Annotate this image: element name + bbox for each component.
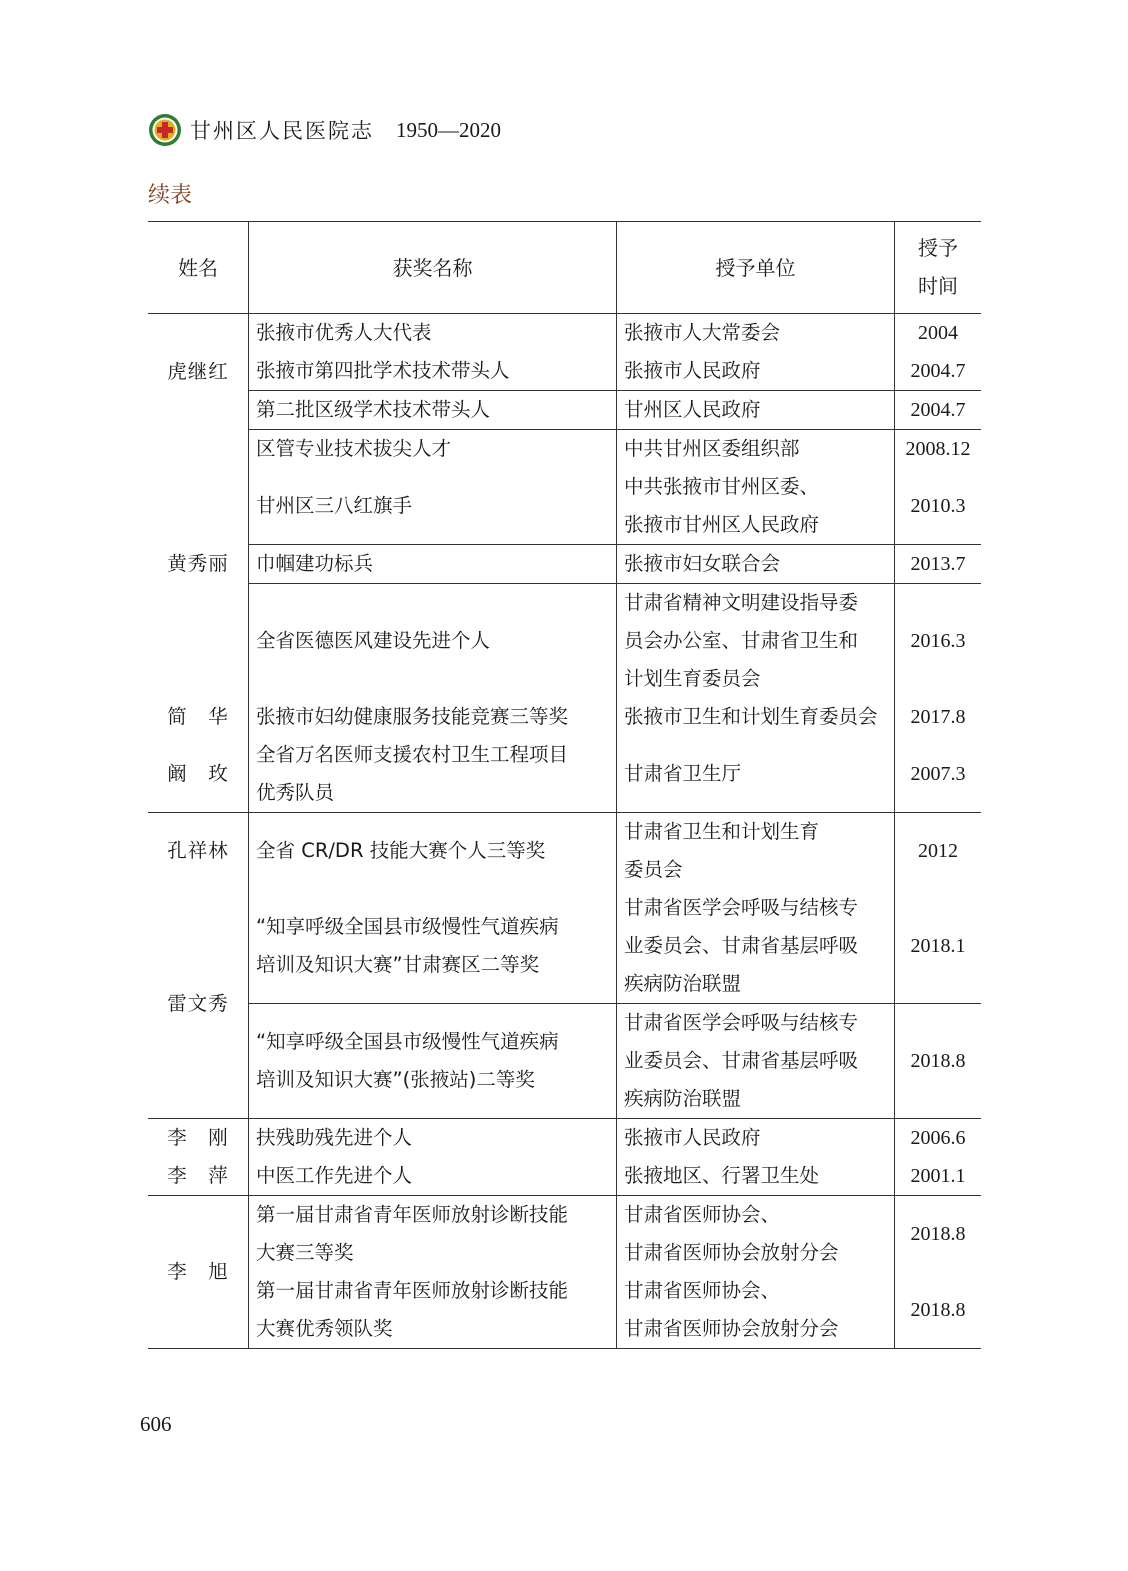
org-line: 甘肃省医师协会放射分会 (624, 1241, 839, 1264)
table-row (148, 468, 981, 545)
table-row (148, 889, 981, 1004)
org-cell (617, 1004, 895, 1119)
continued-label: 续表 (148, 183, 193, 208)
org-line: 委员会 (624, 858, 683, 881)
name-cell: 黄秀丽 (148, 430, 249, 699)
date-cell: 2004.7 (910, 360, 966, 382)
table-row (148, 1196, 981, 1273)
date-cell: 2004.7 (895, 391, 982, 430)
table-row (148, 584, 981, 699)
name-cell: 李 刚 (148, 1119, 249, 1158)
org-cell: 张掖市妇女联合会 (617, 545, 895, 584)
date-cell: 2007.3 (910, 763, 966, 785)
award-cell: 全省 CR/DR 技能大赛个人三等奖 (249, 813, 617, 890)
award-cell (249, 1196, 617, 1273)
org-line: 计划生育委员会 (624, 667, 761, 690)
award-line: 第一届甘肃省青年医师放射诊断技能 (256, 1279, 569, 1302)
table-row (148, 352, 981, 391)
page-header (148, 110, 501, 150)
org-cell: 张掖市人民政府 (617, 1119, 895, 1158)
award-cell: 中医工作先进个人 (249, 1157, 617, 1196)
org-cell: 张掖市卫生和计划生育委员会 (617, 698, 895, 736)
date-cell: 2008.12 (895, 430, 982, 469)
date-cell: 2018.1 (910, 935, 966, 957)
name-cell: 虎继红 (148, 314, 249, 430)
date-cell: 2013.7 (895, 545, 982, 584)
date-cell: 2018.8 (895, 1196, 982, 1273)
org-line: 业委员会、甘肃省基层呼吸 (624, 934, 859, 957)
header-name: 姓名 (148, 222, 249, 314)
award-cell: 甘州区三八红旗手 (249, 468, 617, 545)
award-line: 大赛优秀领队奖 (256, 1317, 393, 1340)
org-line: 中共张掖市甘州区委、 (624, 475, 820, 498)
date-cell: 2012 (895, 813, 982, 890)
org-line: 业委员会、甘肃省基层呼吸 (624, 1049, 859, 1072)
award-cell: 张掖市优秀人大代表 (249, 314, 617, 353)
org-cell (617, 468, 895, 545)
award-line: “知享呼级全国县市级慢性气道疾病 (256, 915, 559, 938)
table-row (148, 736, 981, 813)
award-line: 优秀队员 (256, 781, 335, 804)
org-line: 甘肃省精神文明建设指导委 (624, 591, 859, 614)
award-cell: 扶残助残先进个人 (249, 1119, 617, 1158)
org-cell (617, 1196, 895, 1273)
award-line: “知享呼级全国县市级慢性气道疾病 (256, 1030, 559, 1053)
header-org: 授予单位 (617, 222, 895, 314)
org-cell (617, 584, 895, 699)
name-cell: 李 萍 (148, 1157, 249, 1196)
table-header-row (148, 222, 981, 314)
table-row (148, 430, 981, 469)
org-cell: 甘州区人民政府 (617, 391, 895, 430)
table-row (148, 698, 981, 736)
award-cell: 张掖市妇幼健康服务技能竞赛三等奖 (249, 698, 617, 736)
org-cell: 甘肃省卫生厅 (617, 736, 895, 813)
award-cell (249, 889, 617, 1004)
table-row (148, 391, 981, 430)
org-line: 甘肃省医师协会放射分会 (624, 1317, 839, 1340)
date-cell: 2001.1 (910, 1165, 966, 1187)
award-cell: 巾帼建功标兵 (249, 545, 617, 584)
award-cell (249, 1272, 617, 1349)
name-cell: 李 旭 (148, 1196, 249, 1349)
table-row (148, 314, 981, 353)
award-cell: 区管专业技术拔尖人才 (249, 430, 617, 469)
table-row (148, 545, 981, 584)
org-line: 张掖市甘州区人民政府 (624, 513, 820, 536)
award-line: 培训及知识大赛”(张掖站)二等奖 (256, 1068, 535, 1091)
header-time-line2: 时间 (918, 275, 958, 298)
table-row (148, 1004, 981, 1119)
date-cell: 2017.8 (910, 706, 966, 728)
hospital-logo-icon (148, 113, 182, 147)
org-line: 甘肃省医学会呼吸与结核专 (624, 896, 859, 919)
org-cell: 中共甘州区委组织部 (617, 430, 895, 469)
org-line: 甘肃省医师协会、 (624, 1203, 781, 1226)
date-cell: 2018.8 (895, 1004, 982, 1119)
date-cell: 2016.3 (895, 584, 982, 699)
table-row (148, 1157, 981, 1196)
name-cell: 简 华 (148, 698, 249, 736)
org-cell: 张掖市人民政府 (617, 352, 895, 391)
org-line: 疾病防治联盟 (624, 972, 742, 995)
awards-table (148, 221, 981, 1349)
award-line: 大赛三等奖 (256, 1241, 354, 1264)
header-time (895, 222, 982, 314)
book-title: 甘州区人民医院志 (190, 119, 374, 143)
award-cell: 全省医德医风建设先进个人 (249, 584, 617, 699)
header-award: 获奖名称 (249, 222, 617, 314)
header-time-line1: 授予 (918, 237, 958, 260)
name-cell: 孔祥林 (148, 813, 249, 890)
table-row (148, 1272, 981, 1349)
book-years: 1950—2020 (396, 117, 501, 142)
org-cell: 张掖地区、行署卫生处 (617, 1157, 895, 1196)
award-line: 第一届甘肃省青年医师放射诊断技能 (256, 1203, 569, 1226)
org-line: 甘肃省卫生和计划生育 (624, 820, 820, 843)
date-cell: 2006.6 (895, 1119, 982, 1158)
date-cell: 2010.3 (910, 495, 966, 517)
table-row (148, 1119, 981, 1158)
name-cell: 雷文秀 (148, 889, 249, 1119)
award-cell: 第二批区级学术技术带头人 (249, 391, 617, 430)
name-cell: 阚 玫 (148, 736, 249, 813)
table-row (148, 813, 981, 890)
award-line: 培训及知识大赛”甘肃赛区二等奖 (256, 953, 540, 976)
award-cell: 张掖市第四批学术技术带头人 (249, 352, 617, 391)
org-line: 甘肃省医学会呼吸与结核专 (624, 1011, 859, 1034)
org-cell: 张掖市人大常委会 (617, 314, 895, 353)
org-line: 甘肃省医师协会、 (624, 1279, 781, 1302)
org-cell (617, 1272, 895, 1349)
org-line: 员会办公室、甘肃省卫生和 (624, 629, 859, 652)
date-cell: 2018.8 (910, 1299, 966, 1321)
org-cell (617, 889, 895, 1004)
org-line: 疾病防治联盟 (624, 1087, 742, 1110)
award-line: 全省万名医师支援农村卫生工程项目 (256, 743, 569, 766)
award-cell (249, 1004, 617, 1119)
org-cell (617, 813, 895, 890)
date-cell: 2004 (918, 322, 958, 344)
award-cell (249, 736, 617, 813)
page-number: 606 (140, 1412, 172, 1436)
